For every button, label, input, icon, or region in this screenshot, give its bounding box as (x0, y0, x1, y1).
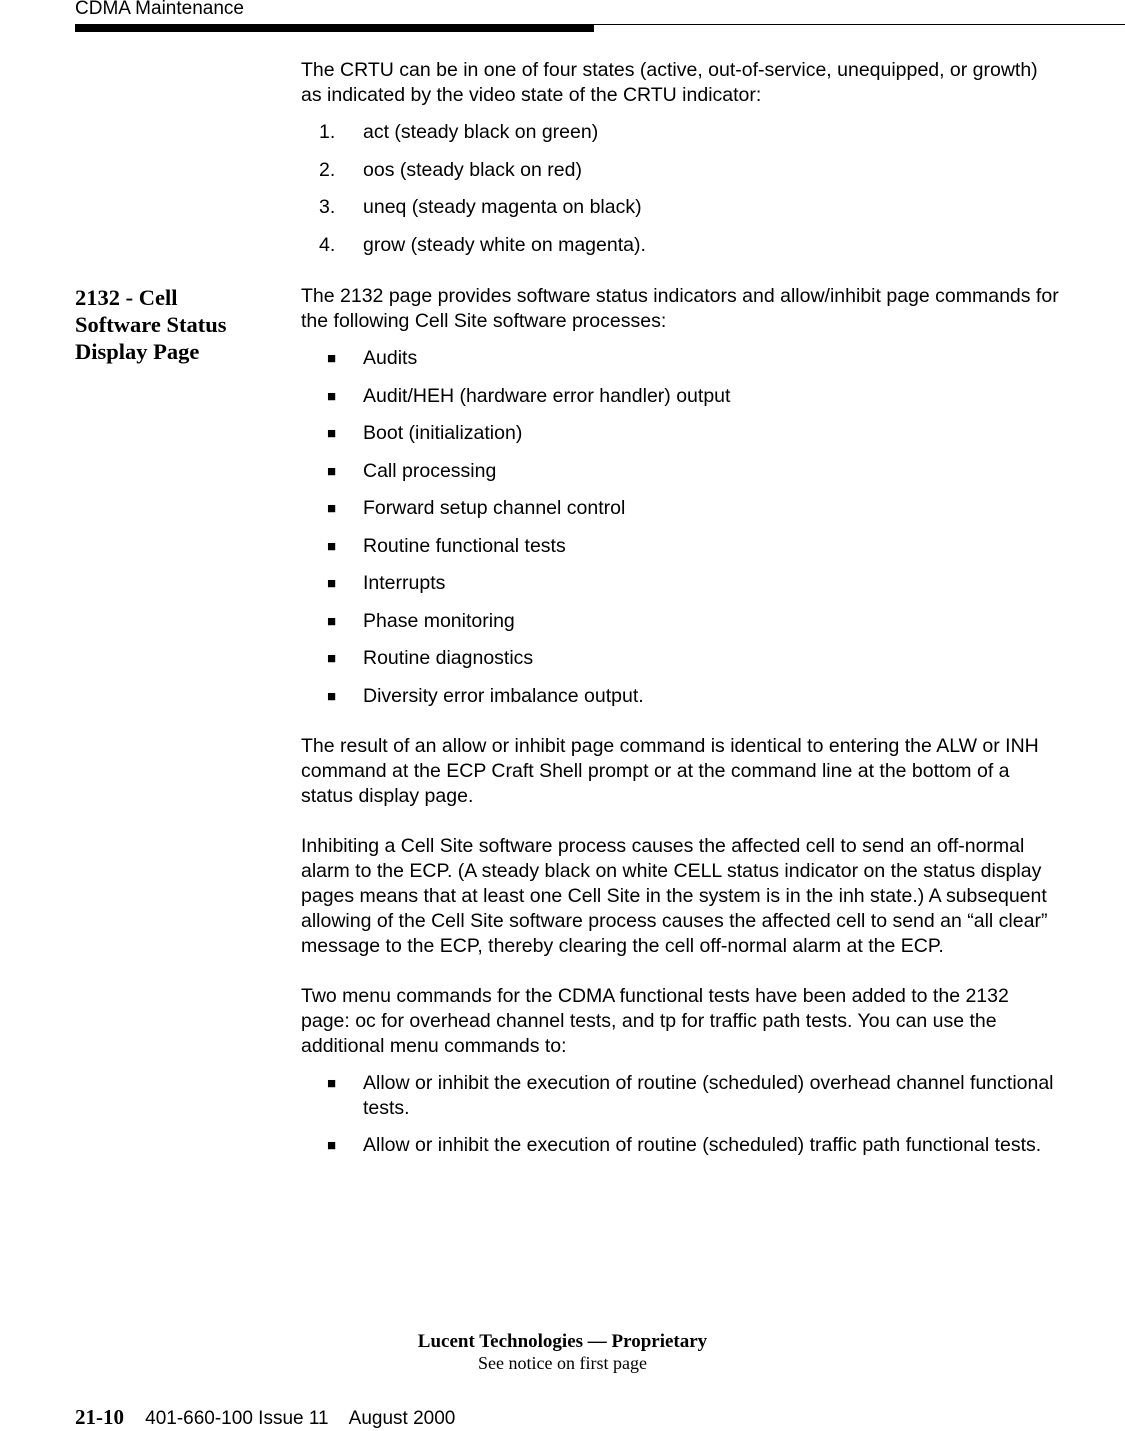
bullet-icon: ■ (327, 387, 337, 405)
bullet-list-item (301, 684, 1061, 709)
list-number: 4. (319, 233, 336, 256)
bullet-icon: ■ (327, 1136, 337, 1154)
bullet-item-text: Interrupts (363, 572, 446, 594)
footer-proprietary-notice: Lucent Technologies — Proprietary (417, 1331, 708, 1352)
page-number: 21-10 (75, 1405, 124, 1429)
bullet-list-item (301, 384, 1061, 409)
bullet-list-item (301, 421, 1061, 446)
footer-page-info (75, 1405, 455, 1431)
bullet-list-item (301, 496, 1061, 521)
bullet-icon: ■ (327, 462, 337, 480)
bullet-icon: ■ (327, 1074, 337, 1092)
numbered-list-item (301, 195, 1061, 220)
bullet-icon: ■ (327, 425, 337, 442)
bullet-item-text: Allow or inhibit the execution of routine (scheduled) traffic path functional tests. (363, 1133, 1042, 1156)
bullet-item-text: Routine diagnostics (363, 647, 534, 669)
list-item-text: uneq (steady magenta on black) (363, 196, 642, 218)
bullet-item-text: Allow or inhibit the execution of routine (scheduled) overhead channel functional tests. (363, 1071, 1054, 1119)
list-item-text: grow (steady white on magenta). (363, 233, 646, 256)
header-rule-thick (75, 24, 594, 32)
list-item-text: act (steady black on green) (363, 121, 599, 143)
bullet-icon: ■ (327, 500, 337, 517)
bullet-list-item (301, 646, 1061, 671)
bullet-item-text: Forward setup channel control (363, 497, 626, 519)
list-number: 1. (319, 121, 336, 143)
bullet-item-text: Call processing (363, 459, 497, 482)
bullet-list-item (301, 346, 1061, 371)
bullet-item-text: Boot (initialization) (363, 422, 523, 444)
inhibit-effect-paragraph: Inhibiting a Cell Site software process causes the affected cell to send an off-normal alarm to the ECP. (A steady black on white CELL status indicator on the status display pages means that at least one Cell Site in the system is in the inh state.) A subsequent allowing of the Cell Site software process causes the affected cell to send an “all clear” message to the ECP, thereby clearing the cell off-normal alarm at the ECP. (301, 834, 1048, 957)
bullet-item-text: Audits (363, 347, 418, 369)
list-number: 3. (319, 196, 336, 218)
numbered-list-item (301, 233, 1061, 258)
list-item-text: oos (steady black on red) (363, 158, 582, 181)
menu-uses-bullet-list (301, 1071, 1061, 1158)
side-heading-line: 2132 - Cell (75, 285, 178, 310)
bullet-list-item (301, 1071, 1061, 1121)
bullet-list-item (301, 459, 1061, 484)
bullet-list-item (301, 571, 1061, 596)
process-bullet-list (301, 346, 1061, 709)
section-intro-paragraph: The 2132 page provides software status indicators and allow/inhibit page commands for the following Cell Site software processes: (301, 285, 1059, 332)
bullet-list-item (301, 1133, 1061, 1158)
bullet-item-text: Audit/HEH (hardware error handler) output (363, 384, 731, 407)
crtu-intro-paragraph: The CRTU can be in one of four states (active, out-of-service, unequipped, or growth) as indicated by the video state of the CRTU indicator: (301, 59, 1038, 106)
bullet-item-text: Diversity error imbalance output. (363, 684, 644, 707)
bullet-icon: ■ (327, 537, 337, 555)
menu-commands-paragraph: Two menu commands for the CDMA functional tests have been added to the 2132 page: oc for overhead channel tests, and tp for traffic path tests. You can use the additional menu commands to: (301, 984, 1009, 1057)
running-header-title: CDMA Maintenance (75, 0, 244, 19)
header-rule-thin (594, 24, 1125, 25)
side-heading-line: Display Page (75, 339, 200, 364)
bullet-icon: ■ (327, 350, 337, 367)
allow-inhibit-result-paragraph: The result of an allow or inhibit page command is identical to entering the ALW or INH command at the ECP Craft Shell prompt or at the command line at the bottom of a status display page. (301, 734, 1039, 807)
bullet-icon: ■ (327, 687, 337, 705)
numbered-list-item (301, 120, 1061, 145)
bullet-icon: ■ (327, 612, 337, 630)
bullet-list-item (301, 609, 1061, 634)
section-2132-body (301, 284, 1061, 1158)
numbered-list-item (301, 158, 1061, 183)
list-number: 2. (319, 158, 336, 181)
bullet-item-text: Routine functional tests (363, 534, 566, 557)
document-info: 401-660-100 Issue 11 August 2000 (145, 1408, 456, 1429)
bullet-icon: ■ (327, 575, 337, 592)
bullet-item-text: Phase monitoring (363, 609, 515, 632)
section-side-heading (75, 284, 275, 365)
side-heading-line: Software Status (75, 312, 227, 337)
bullet-list-item (301, 534, 1061, 559)
footer-see-notice: See notice on first page (478, 1353, 647, 1373)
bullet-icon: ■ (327, 650, 337, 667)
crtu-states-block (301, 58, 1061, 258)
